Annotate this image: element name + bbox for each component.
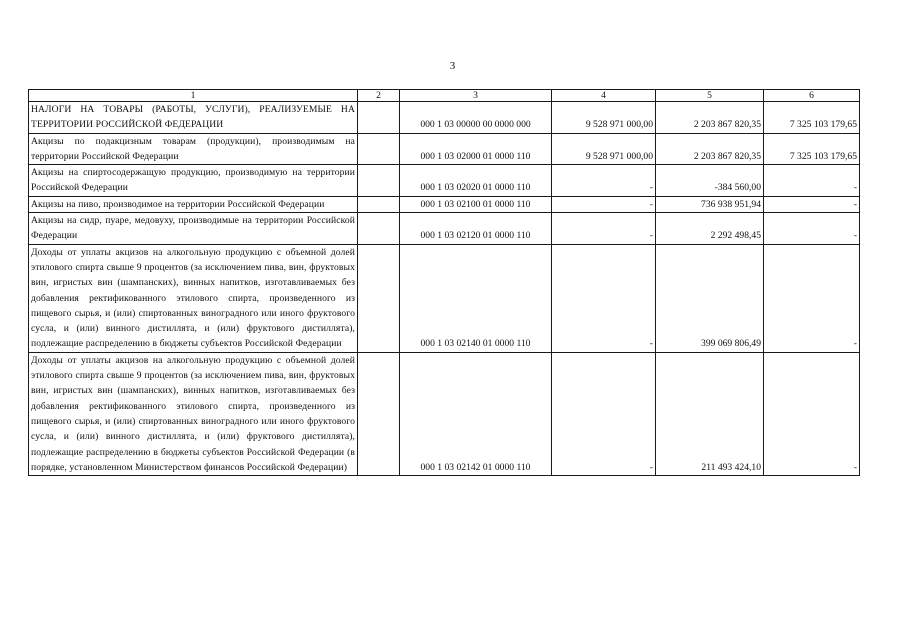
row-col6: - [764,165,860,197]
row-col2 [358,102,400,134]
row-col4: - [552,196,656,212]
row-col2 [358,196,400,212]
row-col6: - [764,196,860,212]
row-name: Акцизы на спиртосодержащую продукцию, производимую на территории Российской Федерации [29,165,358,197]
row-code: 000 1 03 02020 01 0000 110 [400,165,552,197]
row-code: 000 1 03 02120 01 0000 110 [400,213,552,245]
row-col5: 736 938 951,94 [656,196,764,212]
row-code: 000 1 03 00000 00 0000 000 [400,102,552,134]
table-row [29,196,860,212]
row-col6: - [764,244,860,352]
column-header-2: 2 [358,90,400,102]
row-col6: 7 325 103 179,65 [764,133,860,165]
header-row [29,90,860,102]
column-header-1: 1 [29,90,358,102]
row-col5: -384 560,00 [656,165,764,197]
table-row [29,244,860,352]
row-col5: 2 203 867 820,35 [656,102,764,134]
column-header-4: 4 [552,90,656,102]
row-name: Акцизы на сидр, пуаре, медовуху, производимые на территории Российской Федерации [29,213,358,245]
table-row [29,133,860,165]
row-col5: 2 292 498,45 [656,213,764,245]
table-row [29,165,860,197]
row-col5: 399 069 806,49 [656,244,764,352]
row-code: 000 1 03 02100 01 0000 110 [400,196,552,212]
row-name: Доходы от уплаты акцизов на алкогольную продукцию с объемной долей этилового спирта свыше 9 процентов (за исключением пива, вин, фруктовых вин, игристых вин (шампанских), винных напитков, изготавливаемых без добавления ректификованного этилового спирта, произведенного из пищевого сырья, и (или) спиртованных виноградного или иного фруктового сусла, и (или) винного дистиллята, и (или) фруктового дистиллята), подлежащие распределению в бюджеты субъектов Российской Федерации (в порядке, установленном Министерством финансов Российской Федерации) [29,352,358,475]
table-row [29,102,860,134]
row-col4: 9 528 971 000,00 [552,133,656,165]
column-header-5: 5 [656,90,764,102]
row-col2 [358,213,400,245]
row-col5: 2 203 867 820,35 [656,133,764,165]
row-col2 [358,352,400,475]
column-header-3: 3 [400,90,552,102]
row-col2 [358,244,400,352]
column-header-6: 6 [764,90,860,102]
row-col2 [358,165,400,197]
row-col4: - [552,352,656,475]
page-number: 3 [449,60,456,72]
row-col4: - [552,244,656,352]
row-col2 [358,133,400,165]
row-col6: - [764,213,860,245]
table-row [29,213,860,245]
budget-revenue-table [28,89,860,476]
row-col4: 9 528 971 000,00 [552,102,656,134]
row-col6: - [764,352,860,475]
row-name: НАЛОГИ НА ТОВАРЫ (РАБОТЫ, УСЛУГИ), РЕАЛИЗУЕМЫЕ НА ТЕРРИТОРИИ РОССИЙСКОЙ ФЕДЕРАЦИИ [29,102,358,134]
row-code: 000 1 03 02140 01 0000 110 [400,244,552,352]
table-row [29,352,860,475]
row-code: 000 1 03 02000 01 0000 110 [400,133,552,165]
row-name: Акцизы по подакцизным товарам (продукции), производимым на территории Российской Федерации [29,133,358,165]
row-col4: - [552,213,656,245]
row-col6: 7 325 103 179,65 [764,102,860,134]
row-name: Доходы от уплаты акцизов на алкогольную продукцию с объемной долей этилового спирта свыше 9 процентов (за исключением пива, вин, фруктовых вин, игристых вин (шампанских), винных напитков, изготавливаемых без добавления ректификованного этилового спирта, произведенного из пищевого сырья, и (или) спиртованных виноградного или иного фруктового сусла, и (или) винного дистиллята, и (или) фруктового дистиллята), подлежащие распределению в бюджеты субъектов Российской Федерации [29,244,358,352]
row-col5: 211 493 424,10 [656,352,764,475]
row-name: Акцизы на пиво, производимое на территории Российской Федерации [29,196,358,212]
row-code: 000 1 03 02142 01 0000 110 [400,352,552,475]
row-col4: - [552,165,656,197]
